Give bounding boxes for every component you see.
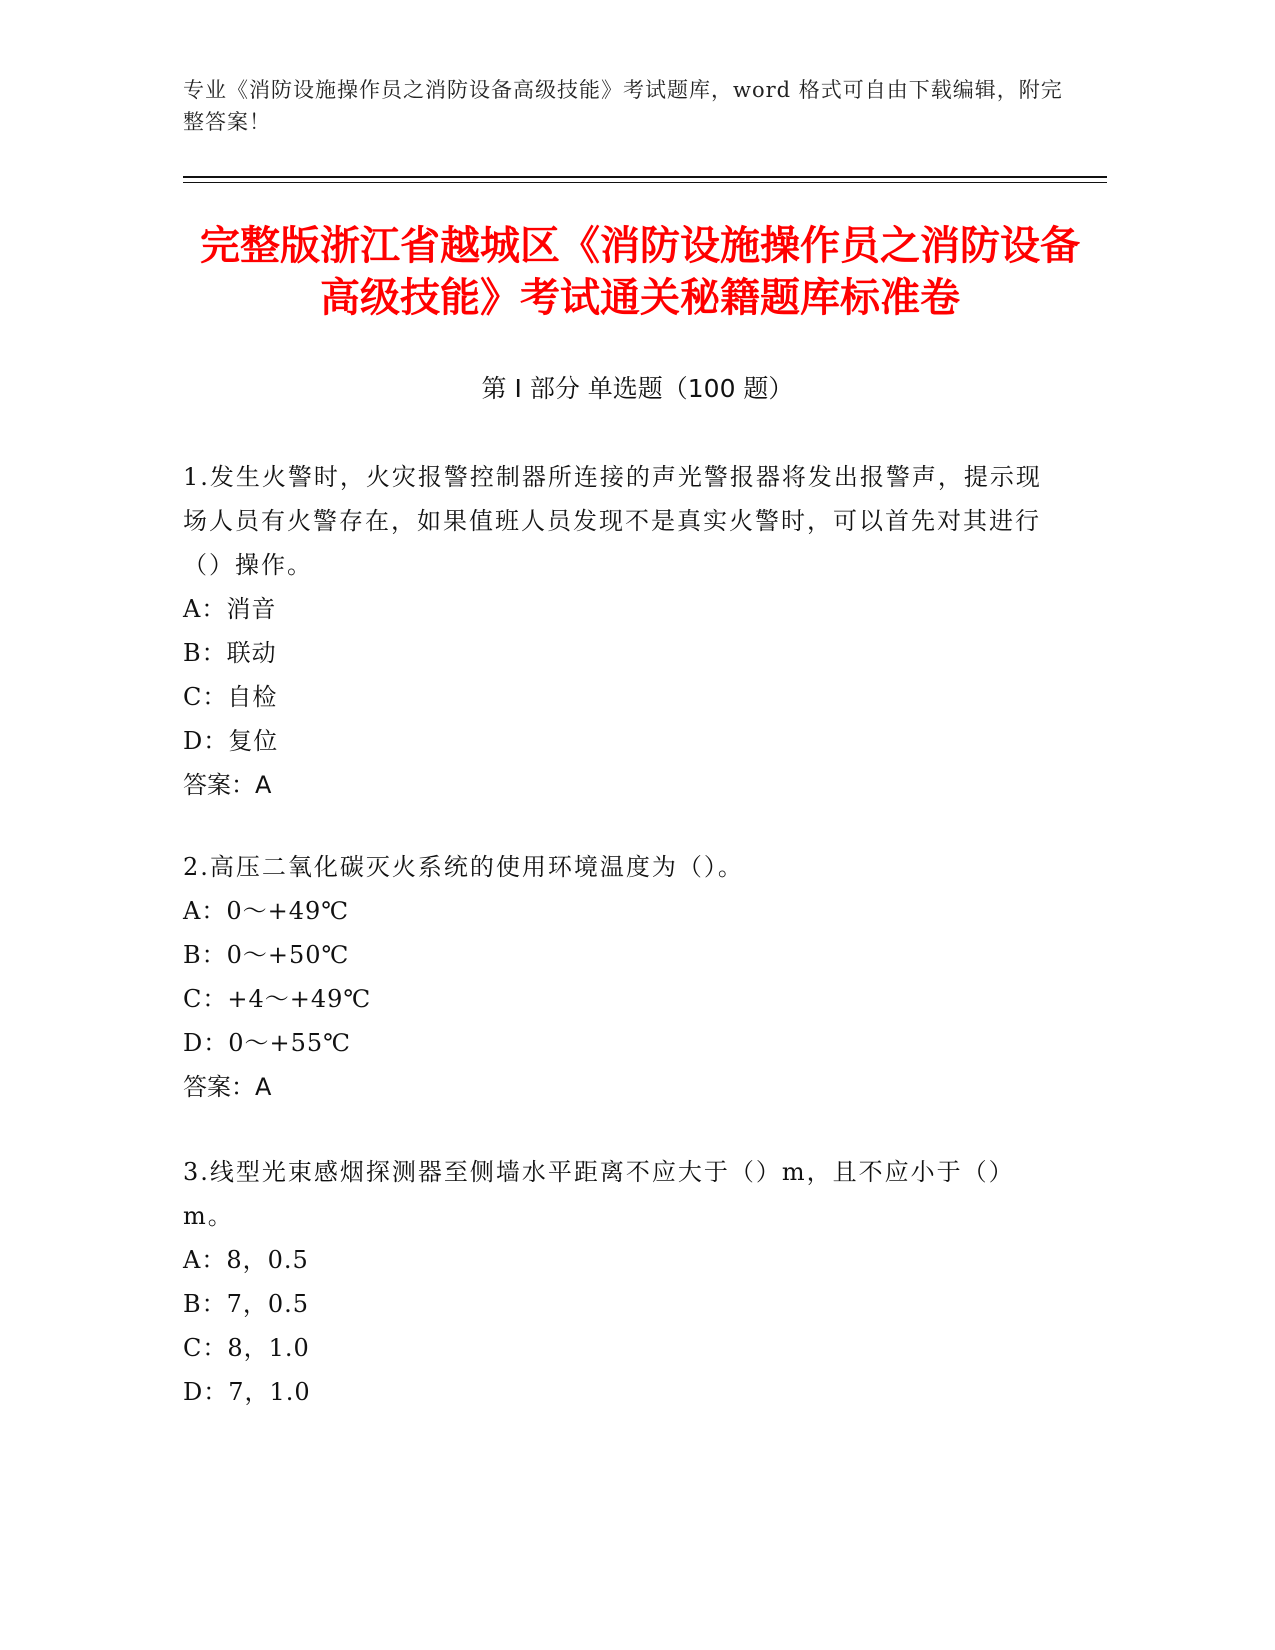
question-stem: 1.发生火警时，火灾报警控制器所连接的声光警报器将发出报警声，提示现场人员有火警存在，如果值班人员发现不是真实火警时，可以首先对其进行（）操作。 [183, 463, 1042, 579]
question-1 [183, 455, 1063, 807]
header-divider-thick [183, 176, 1107, 178]
option-c: C：+4～+49℃ [183, 985, 372, 1013]
header-note: 专业《消防设施操作员之消防设备高级技能》考试题库，word 格式可自由下载编辑，附完整答案！ [183, 78, 1063, 134]
option-d: D：0～+55℃ [183, 1029, 352, 1057]
option-a: A：8，0.5 [183, 1246, 309, 1274]
answer: 答案：A [183, 1073, 272, 1101]
question-stem: 3.线型光束感烟探测器至侧墙水平距离不应大于（）m，且不应小于（）m。 [183, 1158, 1015, 1230]
option-b: B：0～+50℃ [183, 941, 350, 969]
option-c: C：8，1.0 [183, 1334, 310, 1362]
option-b: B：联动 [183, 639, 277, 667]
question-stem: 2.高压二氧化碳灭火系统的使用环境温度为（）。 [183, 853, 744, 881]
answer: 答案：A [183, 771, 272, 799]
header-divider-thin [183, 182, 1107, 183]
option-a: A：消音 [183, 595, 277, 623]
question-2 [183, 845, 1063, 1109]
document-title: 完整版浙江省越城区《消防设施操作员之消防设备高级技能》考试通关秘籍题库标准卷 [200, 223, 1080, 321]
section-title: 第 I 部分 单选题（100 题） [481, 374, 794, 403]
option-a: A：0～+49℃ [183, 897, 350, 925]
option-d: D：复位 [183, 727, 279, 755]
option-c: C：自检 [183, 683, 278, 711]
question-3 [183, 1150, 1063, 1414]
option-b: B：7，0.5 [183, 1290, 310, 1318]
option-d: D：7，1.0 [183, 1378, 311, 1406]
